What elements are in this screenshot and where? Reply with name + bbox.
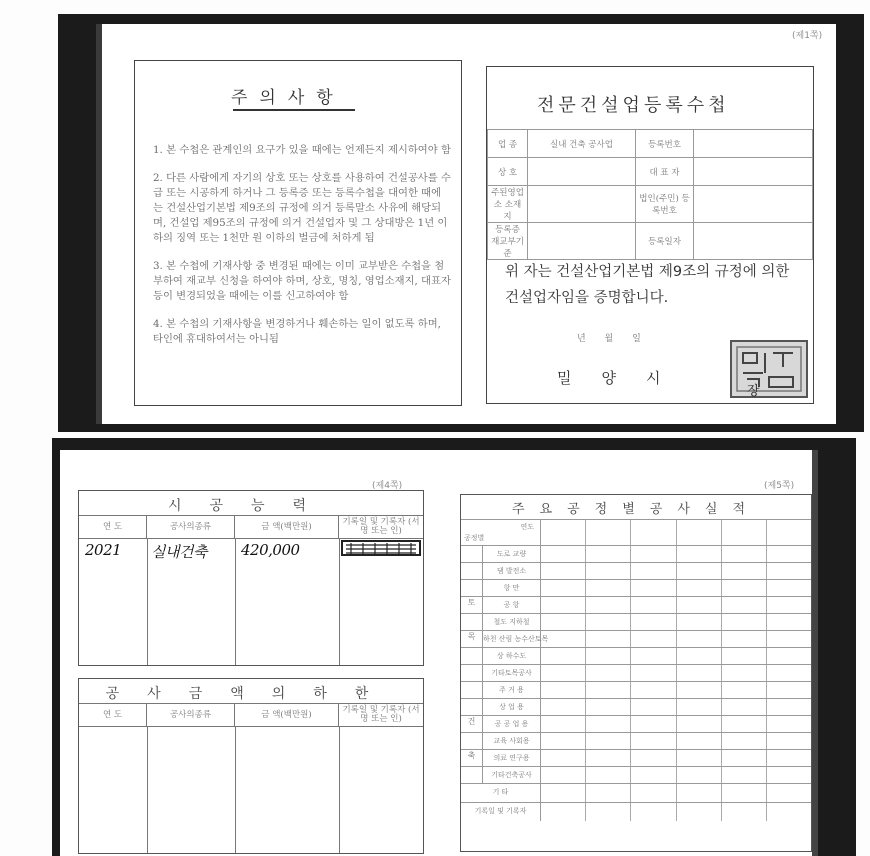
performance-cell (677, 614, 722, 630)
cert-label: 대 표 자 (636, 158, 694, 186)
performance-cell (677, 733, 722, 749)
performance-cell (541, 699, 586, 715)
col-header: 연 도 (79, 704, 147, 726)
performance-row (461, 715, 811, 732)
performance-cell (586, 648, 631, 664)
limit-table (78, 678, 424, 854)
process-label: 기타토목공사 (483, 665, 541, 681)
process-label: 기 타 (461, 784, 541, 802)
performance-cell (722, 580, 767, 596)
certificate-row (488, 158, 813, 186)
performance-cell (767, 614, 811, 630)
col-header: 기록일 및 기록자 (서명 또는 인) (342, 705, 420, 724)
performance-cell (541, 665, 586, 681)
column-divider (339, 727, 340, 853)
performance-cell (541, 580, 586, 596)
performance-row (461, 681, 811, 698)
performance-cell (586, 767, 631, 783)
category-cell (461, 546, 483, 562)
process-label: 철도 지하철 (483, 614, 541, 630)
cert-value (528, 158, 636, 186)
performance-cell (767, 520, 811, 545)
performance-row (461, 783, 811, 802)
performance-cell (677, 546, 722, 562)
performance-cell (541, 716, 586, 732)
performance-cell (586, 563, 631, 579)
notice-box (134, 60, 462, 406)
cert-label: 상 호 (488, 158, 528, 186)
handwritten-year: 2021 (85, 541, 122, 559)
performance-cell (767, 563, 811, 579)
performance-cell (541, 546, 586, 562)
performance-cell (541, 750, 586, 766)
performance-cell (631, 648, 676, 664)
category-cell (461, 614, 483, 630)
certificate-box (486, 66, 814, 404)
performance-header-row (461, 519, 811, 545)
performance-cell (722, 699, 767, 715)
performance-cell (541, 648, 586, 664)
performance-cell (586, 631, 631, 647)
performance-cell (722, 520, 767, 545)
cert-value (694, 130, 813, 158)
performance-cell (722, 750, 767, 766)
cert-label: 등록번호 (636, 130, 694, 158)
category-cell (461, 682, 483, 698)
category-cell: 목 (461, 631, 483, 647)
capacity-header (79, 515, 423, 539)
handwritten-amount: 420,000 (241, 541, 300, 559)
certificate-date: 년 월 일 (577, 334, 649, 344)
performance-row (461, 766, 811, 783)
process-label: 항 만 (483, 580, 541, 596)
cert-label: 등록일자 (636, 223, 694, 260)
process-label: 하천 산림 농수산토목 (483, 631, 541, 647)
column-divider (235, 539, 236, 665)
performance-cell (767, 784, 811, 802)
category-cell (461, 648, 483, 664)
performance-row (461, 802, 811, 821)
notice-items (153, 143, 451, 360)
performance-cell (586, 580, 631, 596)
performance-row (461, 613, 811, 630)
performance-cell (677, 803, 722, 821)
category-cell (461, 767, 483, 783)
left-page-number: (제4쪽) (372, 481, 403, 491)
performance-cell (677, 648, 722, 664)
performance-cell (722, 614, 767, 630)
cert-value (528, 186, 636, 223)
notice-item: 1. 본 수첩은 관계인의 요구가 있을 때에는 언제든지 제시하여야 함 (153, 144, 451, 156)
performance-cell (722, 665, 767, 681)
column-divider (339, 539, 340, 665)
performance-cell (631, 597, 676, 613)
process-label: 주 거 용 (483, 682, 541, 698)
official-seal-icon (727, 339, 811, 399)
col-header: 공사의종류 (147, 704, 235, 726)
col-header: 기록일 및 기록자 (서명 또는 인) (342, 517, 420, 536)
performance-cell (541, 631, 586, 647)
cert-value (528, 223, 636, 260)
performance-cell (677, 580, 722, 596)
performance-cell (586, 665, 631, 681)
performance-cell (586, 614, 631, 630)
performance-cell (631, 665, 676, 681)
record-stamp-icon (341, 539, 421, 557)
performance-row (461, 749, 811, 766)
column-divider (235, 727, 236, 853)
top-sheet (58, 14, 864, 432)
top-page-number: (제1쪽) (792, 31, 823, 41)
performance-cell (541, 520, 586, 545)
performance-cell (541, 597, 586, 613)
process-label: 공 항 (483, 597, 541, 613)
performance-cell (677, 699, 722, 715)
performance-cell (586, 699, 631, 715)
performance-cell (767, 716, 811, 732)
top-paper (96, 24, 836, 424)
performance-cell (767, 750, 811, 766)
cert-label: 법인(주민) 등록번호 (636, 186, 694, 223)
category-cell (461, 733, 483, 749)
performance-cell (722, 767, 767, 783)
performance-cell (541, 784, 586, 802)
performance-cell (631, 682, 676, 698)
certificate-row (488, 186, 813, 223)
performance-cell (631, 699, 676, 715)
performance-cell (722, 563, 767, 579)
notice-title: 주의사항 (231, 88, 345, 108)
process-label: 기타건축공사 (483, 767, 541, 783)
category-cell (461, 699, 483, 715)
performance-cell (631, 750, 676, 766)
performance-cell (631, 520, 676, 545)
performance-cell (677, 631, 722, 647)
cert-value: 실내 건축 공사업 (528, 130, 636, 158)
cert-label: 등록증 재교부기준 (488, 223, 528, 260)
performance-cell (722, 733, 767, 749)
performance-cell (677, 716, 722, 732)
performance-cell (767, 546, 811, 562)
performance-cell (677, 682, 722, 698)
performance-cell (631, 631, 676, 647)
certificate-title: 전문건설업등록수첩 (537, 95, 730, 116)
category-cell: 건 (461, 716, 483, 732)
performance-row (461, 596, 811, 613)
process-label: 댐 발전소 (483, 563, 541, 579)
performance-cell (722, 546, 767, 562)
performance-cell (677, 563, 722, 579)
process-label: 공 공 업 용 (483, 716, 541, 732)
category-cell (461, 563, 483, 579)
performance-row (461, 545, 811, 562)
process-label: 의료 연구용 (483, 750, 541, 766)
performance-cell (722, 631, 767, 647)
performance-cell (631, 733, 676, 749)
column-divider (147, 727, 148, 853)
performance-cell (767, 631, 811, 647)
performance-row (461, 647, 811, 664)
process-label: 기록일 및 기록자 (461, 803, 541, 821)
performance-cell (722, 597, 767, 613)
performance-cell (541, 803, 586, 821)
performance-cell (767, 580, 811, 596)
category-cell (461, 665, 483, 681)
performance-cell (631, 563, 676, 579)
cert-value (694, 223, 813, 260)
certificate-statement: 위 자는 건설산업기본법 제9조의 규정에 의한 건설업자임을 증명합니다. (505, 264, 790, 306)
performance-cell (767, 767, 811, 783)
corner-cell (461, 520, 541, 545)
performance-rows (461, 519, 811, 821)
performance-cell (631, 614, 676, 630)
cert-value (694, 186, 813, 223)
performance-cell (631, 580, 676, 596)
col-header: 금 액(백만원) (235, 516, 339, 538)
performance-cell (677, 597, 722, 613)
column-divider (147, 539, 148, 665)
performance-cell (767, 699, 811, 715)
performance-cell (541, 767, 586, 783)
performance-cell (722, 803, 767, 821)
col-header: 연 도 (79, 516, 147, 538)
performance-cell (586, 520, 631, 545)
category-cell: 축 (461, 750, 483, 766)
seal-char: 장 (747, 384, 760, 399)
performance-cell (767, 648, 811, 664)
performance-cell (767, 597, 811, 613)
cert-label: 업 종 (488, 130, 528, 158)
performance-cell (586, 733, 631, 749)
category-cell (461, 580, 483, 596)
performance-cell (631, 546, 676, 562)
performance-cell (541, 733, 586, 749)
capacity-table (78, 490, 424, 666)
corner-bottom-label: 공정별 (464, 534, 485, 542)
process-label: 교육 사회용 (483, 733, 541, 749)
performance-cell (541, 682, 586, 698)
performance-cell (586, 784, 631, 802)
performance-cell (541, 563, 586, 579)
performance-cell (767, 803, 811, 821)
performance-cell (722, 648, 767, 664)
performance-row (461, 562, 811, 579)
col-header: 금 액(백만원) (235, 704, 339, 726)
performance-table (460, 494, 812, 852)
performance-cell (586, 597, 631, 613)
performance-cell (631, 716, 676, 732)
performance-row (461, 732, 811, 749)
performance-row (461, 664, 811, 681)
performance-row (461, 630, 811, 647)
notice-item: 4. 본 수첩의 기재사항을 변경하거나 훼손하는 일이 없도록 하며, 타인에 휴대하여서는 아니됨 (153, 318, 441, 345)
limit-title: 공사금액의하한 (105, 686, 397, 702)
performance-cell (631, 767, 676, 783)
notice-item: 3. 본 수첩에 기재사항 중 변경된 때에는 이미 교부받은 수첩을 첨부하여 재교부 신청을 하여야 하며, 상호, 명칭, 영업소재지, 대표자 등이 변경되었을 때에는 이를 신고하여야 함 (153, 260, 451, 302)
process-label: 상 하수도 (483, 648, 541, 664)
cert-label: 주된영업소 소재지 (488, 186, 528, 223)
performance-cell (677, 665, 722, 681)
bottom-paper (60, 450, 818, 856)
limit-header (79, 703, 423, 727)
performance-cell (586, 750, 631, 766)
col-header: 공사의종류 (147, 516, 235, 538)
performance-cell (677, 750, 722, 766)
handwritten-type: 실내건축 (151, 543, 207, 561)
performance-cell (586, 716, 631, 732)
certificate-table (487, 129, 813, 260)
process-label: 도로 교량 (483, 546, 541, 562)
performance-cell (586, 546, 631, 562)
performance-cell (767, 665, 811, 681)
performance-cell (722, 784, 767, 802)
right-page-number: (제5쪽) (764, 481, 795, 491)
performance-title: 주요공정별공사실적 (511, 502, 761, 517)
notice-title-underline (233, 109, 355, 111)
performance-row (461, 579, 811, 596)
performance-cell (586, 803, 631, 821)
certificate-row (488, 223, 813, 260)
performance-cell (677, 520, 722, 545)
performance-cell (631, 803, 676, 821)
performance-cell (722, 716, 767, 732)
bottom-sheet (52, 438, 856, 856)
notice-item: 2. 다른 사람에게 자기의 상호 또는 상호를 사용하여 건설공사를 수급 또는 시공하게 하거나 그 등록증 또는 등록수첩을 대여한 때에는 건설산업기본법 제9조의 규정에 의거 등록말소 사유에 해당되며, 건설업 제95조의 규정에 의거 건설업자 및 그 상대방은 1년 이하의 징역 또는 1천만 원 이하의 벌금에 처하게 됨 (153, 172, 451, 244)
performance-cell (767, 682, 811, 698)
capacity-title: 시공능력 (167, 498, 335, 514)
performance-cell (677, 784, 722, 802)
performance-cell (722, 682, 767, 698)
corner-top-label: 연도 (520, 523, 534, 531)
performance-cell (677, 767, 722, 783)
performance-cell (586, 682, 631, 698)
certificate-row (488, 130, 813, 158)
performance-row (461, 698, 811, 715)
cert-value (694, 158, 813, 186)
certificate-issuer: 밀양시 (557, 369, 691, 387)
category-cell: 토 (461, 597, 483, 613)
performance-cell (767, 733, 811, 749)
performance-cell (631, 784, 676, 802)
process-label: 상 업 용 (483, 699, 541, 715)
performance-cell (541, 614, 586, 630)
